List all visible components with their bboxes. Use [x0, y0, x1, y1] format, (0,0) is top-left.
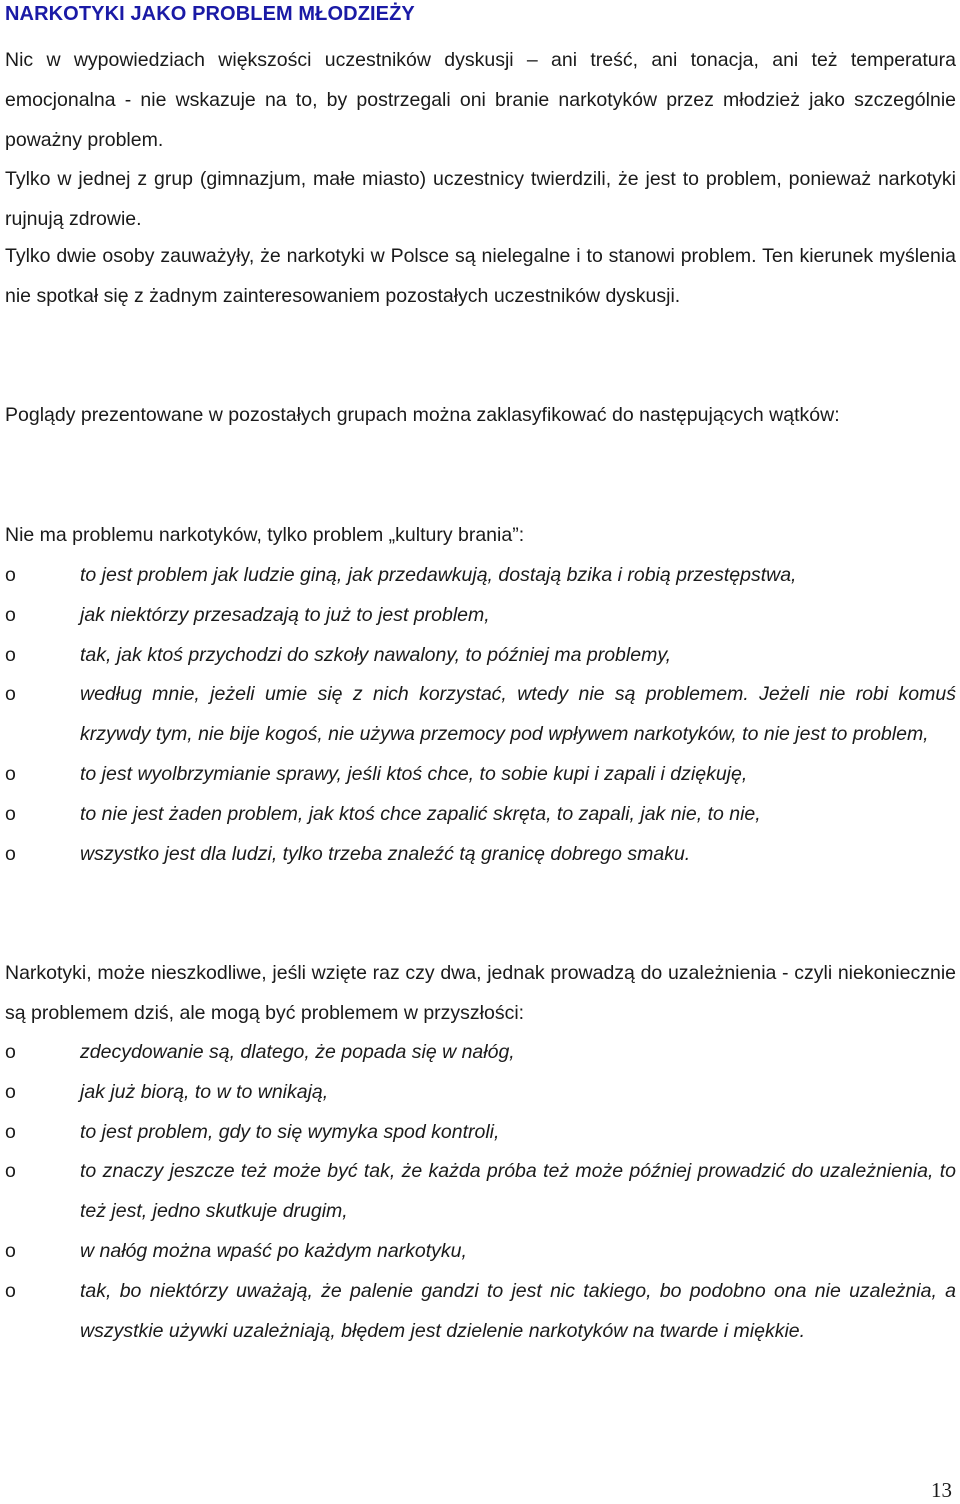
list-item [5, 795, 956, 835]
list-item [5, 1033, 956, 1073]
list-item-text: to nie jest żaden problem, jak ktoś chce zapalić skręta, to zapali, jak nie, to nie, [80, 802, 761, 825]
page-number: 13 [931, 1478, 952, 1502]
section1-list [5, 556, 956, 874]
list-item-text: to jest problem jak ludzie giną, jak przedawkują, dostają bzika i robią przestępstwa, [80, 564, 797, 586]
bullet-marker: o [5, 643, 16, 666]
bullet-marker: o [5, 1279, 16, 1302]
list-item [5, 556, 956, 596]
intro-paragraph-2: Tylko w jednej z grup (gimnazjum, małe miasto) uczestnicy twierdzili, że jest to problem, ponieważ narkotyki rujnują zdrowie. [5, 168, 956, 230]
bullet-marker: o [5, 564, 16, 586]
bullet-marker: o [5, 762, 16, 785]
bullet-marker: o [5, 1041, 16, 1063]
section1-intro: Nie ma problemu narkotyków, tylko problem „kultury brania”: [5, 524, 525, 546]
list-item-text: według mnie, jeżeli umie się z nich korzystać, wtedy nie są problemem. Jeżeli nie robi komuś krzywdy tym, nie bije kogoś, nie używa przemocy pod wpływem narkotyków, to nie jest to problem, [80, 683, 956, 746]
list-item [5, 835, 956, 875]
list-item-text: jak niektórzy przesadzają to już to jest problem, [80, 603, 490, 626]
list-item-text: to jest problem, gdy to się wymyka spod kontroli, [80, 1120, 500, 1143]
bullet-marker: o [5, 1160, 16, 1183]
list-item-text: tak, bo niektórzy uważają, że palenie gandzi to jest nic takiego, bo podobno ona nie uzależnia, a wszystkie używki uzależniają, błędem jest dzielenie narkotyków na twarde i miękkie. [80, 1279, 956, 1342]
bullet-marker: o [5, 1120, 16, 1143]
list-item-text: to jest wyolbrzymianie sprawy, jeśli ktoś chce, to sobie kupi i zapali i dziękuję, [80, 762, 748, 785]
list-item [5, 1232, 956, 1272]
bullet-marker: o [5, 802, 16, 825]
list-item-text: to znaczy jeszcze też może być tak, że każda próba też może później prowadzić do uzależnienia, to też jest, jedno skutkuje drugim, [80, 1160, 956, 1223]
bullet-marker: o [5, 1239, 16, 1262]
intro-paragraph-1: Nic w wypowiedziach większości uczestników dyskusji – ani treść, ani tonacja, ani też temperatura emocjonalna - nie wskazuje na to, by postrzegali oni branie narkotyków przez młodzież jako szczególnie poważny problem. [5, 49, 956, 151]
list-item [5, 1113, 956, 1153]
section-heading: NARKOTYKI JAKO PROBLEM MŁODZIEŻY [5, 3, 415, 25]
list-item-text: zdecydowanie są, dlatego, że popada się w nałóg, [80, 1041, 515, 1063]
bullet-marker: o [5, 603, 16, 626]
bullet-marker: o [5, 1080, 16, 1103]
list-item-text: w nałóg można wpaść po każdym narkotyku, [80, 1239, 467, 1262]
categories-intro-paragraph: Poglądy prezentowane w pozostałych grupach można zaklasyfikować do następujących wątków: [5, 404, 840, 426]
list-item-text: tak, jak ktoś przychodzi do szkoły nawalony, to później ma problemy, [80, 643, 672, 666]
list-item [5, 636, 956, 676]
list-item [5, 1152, 956, 1232]
list-item [5, 1073, 956, 1113]
bullet-marker: o [5, 842, 16, 865]
list-item [5, 596, 956, 636]
list-item-text: jak już biorą, to w to wnikają, [80, 1080, 329, 1103]
list-item [5, 1272, 956, 1352]
section2-intro: Narkotyki, może nieszkodliwe, jeśli wzięte raz czy dwa, jednak prowadzą do uzależnienia - czyli niekoniecznie są problemem dziś, ale mogą być problemem w przyszłości: [5, 962, 956, 1024]
list-item [5, 675, 956, 755]
list-item [5, 755, 956, 795]
list-item-text: wszystko jest dla ludzi, tylko trzeba znaleźć tą granicę dobrego smaku. [80, 842, 691, 865]
bullet-marker: o [5, 683, 16, 706]
intro-paragraph-3: Tylko dwie osoby zauważyły, że narkotyki w Polsce są nielegalne i to stanowi problem. Ten kierunek myślenia nie spotkał się z żadnym zainteresowaniem pozostałych uczestników dyskusji. [5, 245, 956, 307]
section2-list [5, 1033, 956, 1351]
